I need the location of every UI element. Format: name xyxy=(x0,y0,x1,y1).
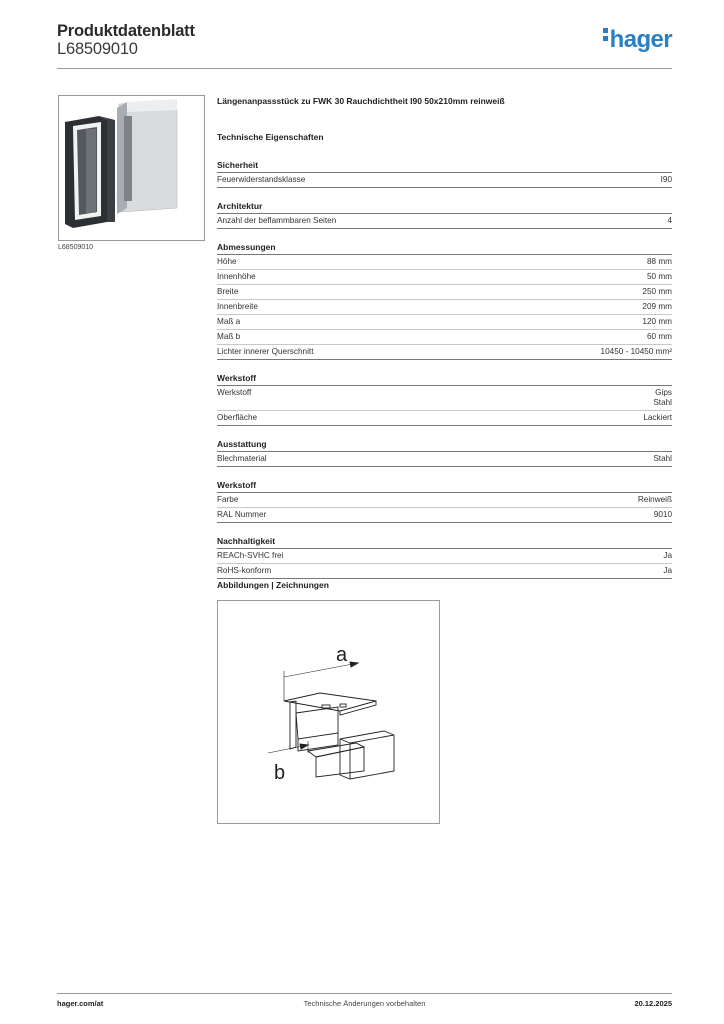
spec-value: 60 mm xyxy=(646,332,672,341)
product-photo-icon xyxy=(59,96,204,240)
spec-label: Innenhöhe xyxy=(217,272,256,281)
spec-label: RoHS-konform xyxy=(217,566,272,575)
spec-row xyxy=(217,345,672,360)
spec-row xyxy=(217,173,672,188)
spec-label: Feuerwiderstandsklasse xyxy=(217,175,306,184)
spec-value: 10450 - 10450 mm² xyxy=(600,347,672,356)
technical-properties-title: Technische Eigenschaften xyxy=(217,132,324,142)
spec-value: 250 mm xyxy=(642,287,672,296)
spec-label: Lichter innerer Querschnitt xyxy=(217,347,314,356)
spec-section-heading: Werkstoff xyxy=(217,372,672,386)
page-header xyxy=(57,20,672,70)
spec-value: I90 xyxy=(660,175,672,184)
spec-section xyxy=(217,241,672,360)
header-divider xyxy=(57,68,672,69)
product-image-caption: L68509010 xyxy=(58,244,94,251)
spec-row xyxy=(217,214,672,229)
spec-row xyxy=(217,300,672,315)
spec-value: Gips Stahl xyxy=(653,388,672,407)
spec-label: Oberfläche xyxy=(217,413,258,422)
spec-row xyxy=(217,285,672,300)
spec-label: RAL Nummer xyxy=(217,510,267,519)
dimension-b-label: b xyxy=(274,762,286,784)
product-details xyxy=(217,96,672,591)
spec-value: 209 mm xyxy=(642,302,672,311)
logo-colon-icon xyxy=(603,28,608,44)
spec-section xyxy=(217,200,672,229)
product-name: Längenanpassstück zu FWK 30 Rauchdichtheit I90 50x210mm reinweiß xyxy=(217,96,505,106)
spec-value: 88 mm xyxy=(646,257,672,266)
dimension-a-label: a xyxy=(336,644,348,666)
hager-logo xyxy=(603,26,672,54)
spec-row xyxy=(217,411,672,426)
spec-label: Anzahl der beflammbaren Seiten xyxy=(217,216,337,225)
spec-section-heading: Architektur xyxy=(217,200,672,214)
spec-value: Ja xyxy=(663,566,672,575)
technical-drawing xyxy=(217,600,440,824)
spec-row xyxy=(217,508,672,523)
spec-label: Werkstoff xyxy=(217,388,252,397)
spec-value: Lackiert xyxy=(643,413,672,422)
spec-value: 4 xyxy=(667,216,672,225)
spec-section xyxy=(217,479,672,523)
spec-row xyxy=(217,255,672,270)
spec-row xyxy=(217,493,672,508)
spec-label: Maß a xyxy=(217,317,241,326)
spec-row xyxy=(217,452,672,467)
spec-section-heading: Sicherheit xyxy=(217,159,672,173)
spec-value: Reinweiß xyxy=(637,495,672,504)
spec-label: Breite xyxy=(217,287,239,296)
spec-section-heading: Nachhaltigkeit xyxy=(217,535,672,549)
spec-row xyxy=(217,564,672,579)
drawings-title: Abbildungen | Zeichnungen xyxy=(217,580,329,590)
spec-row xyxy=(217,270,672,285)
spec-row xyxy=(217,386,672,411)
spec-section-heading: Werkstoff xyxy=(217,479,672,493)
spec-section-heading: Abmessungen xyxy=(217,241,672,255)
footer-notice: Technische Änderungen vorbehalten xyxy=(303,999,426,1008)
spec-section-heading: Ausstattung xyxy=(217,438,672,452)
spec-row xyxy=(217,330,672,345)
spec-row xyxy=(217,549,672,564)
spec-label: Maß b xyxy=(217,332,241,341)
spec-label: Farbe xyxy=(217,495,239,504)
spec-label: Innenbreite xyxy=(217,302,258,311)
spec-value: 50 mm xyxy=(646,272,672,281)
spec-section xyxy=(217,159,672,188)
spec-section xyxy=(217,438,672,467)
article-number: L68509010 xyxy=(57,40,138,58)
spec-value: 120 mm xyxy=(642,317,672,326)
logo-text: hager xyxy=(609,26,672,53)
spec-section xyxy=(217,535,672,579)
spec-row xyxy=(217,315,672,330)
spec-value: Ja xyxy=(663,551,672,560)
footer-date: 20.12.2025 xyxy=(634,999,672,1008)
product-image xyxy=(58,95,205,241)
spec-label: Höhe xyxy=(217,257,237,266)
spec-value: Stahl xyxy=(653,454,672,463)
spec-value: 9010 xyxy=(653,510,672,519)
spec-section xyxy=(217,372,672,426)
spec-label: Blechmaterial xyxy=(217,454,267,463)
page-title: Produktdatenblatt xyxy=(57,22,195,40)
page-footer xyxy=(57,993,672,1010)
spec-label: REACh-SVHC frei xyxy=(217,551,284,560)
footer-website[interactable]: hager.com/at xyxy=(57,999,104,1008)
dimension-drawing-icon xyxy=(218,601,439,823)
spec-sections xyxy=(217,159,672,579)
